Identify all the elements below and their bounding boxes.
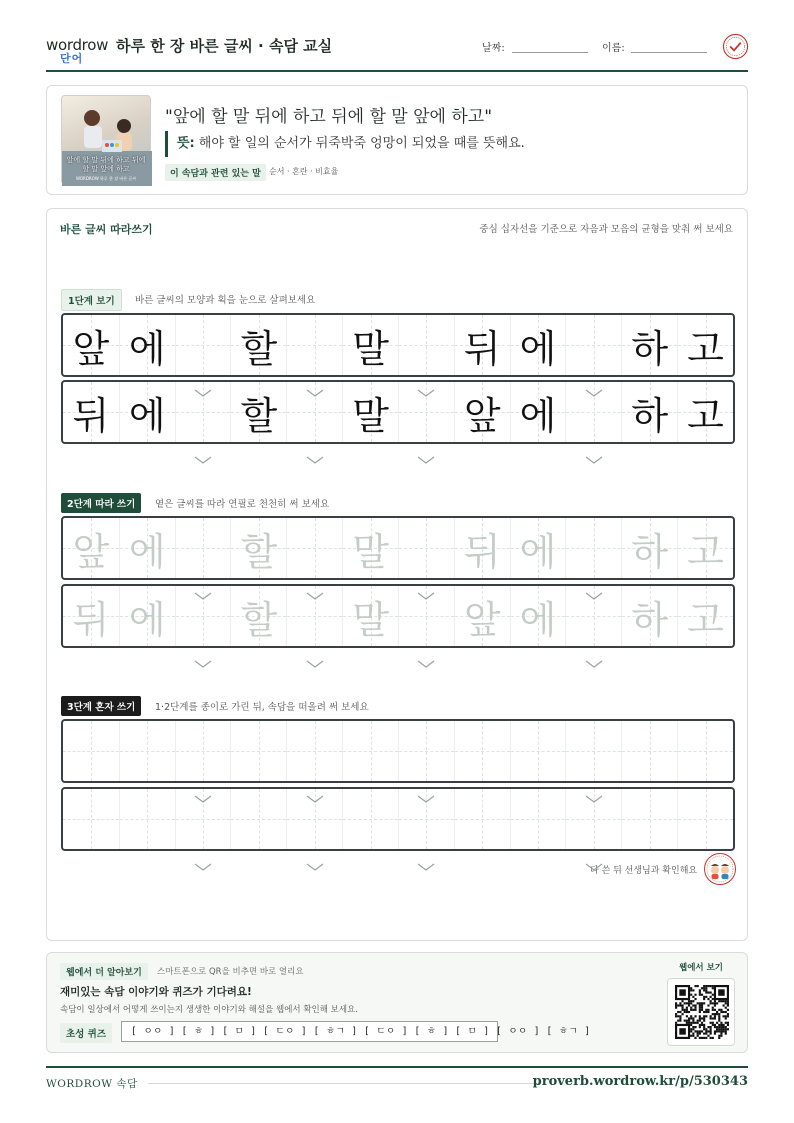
cell-char: 말 (352, 597, 389, 642)
space-cell[interactable] (565, 721, 621, 781)
cell-char: 에 (519, 326, 557, 371)
teacher-stamp-icon (703, 852, 737, 886)
space-mark-icon (585, 565, 603, 573)
writing-cell (342, 315, 398, 375)
cell-char: 뒤 (463, 326, 501, 371)
writing-cell (342, 382, 398, 442)
qr-code-icon (675, 985, 729, 1039)
writing-cell[interactable] (342, 518, 398, 578)
writing-cell (63, 382, 119, 442)
footer-brand: WORDROW 속담 (46, 1078, 138, 1090)
space-mark-icon (417, 836, 435, 844)
space-mark-icon (306, 633, 324, 641)
space-cell[interactable] (175, 518, 231, 578)
cell-char: 말 (352, 393, 389, 438)
step2-row-2[interactable] (61, 584, 735, 648)
space-cell (565, 315, 621, 375)
space-cell (175, 315, 231, 375)
writing-cell (621, 382, 677, 442)
footer-url[interactable]: proverb.wordrow.kr/p/530343 (532, 1074, 748, 1089)
qr-label: 웹에서 보기 (679, 963, 724, 973)
writing-cell[interactable] (342, 789, 398, 849)
name-label: 이름: (602, 43, 625, 54)
writing-cell (230, 382, 286, 442)
date-field[interactable] (512, 52, 588, 53)
space-cell[interactable] (286, 518, 342, 578)
cell-char: 에 (128, 529, 166, 574)
practice-section (46, 208, 748, 941)
practice-title: 바른 글씨 따라쓰기 (60, 223, 153, 236)
step1-row-1 (61, 313, 735, 377)
page-header (46, 30, 748, 72)
cell-char: 고 (687, 393, 724, 438)
cell-char: 하 (631, 393, 669, 438)
writing-cell (230, 315, 286, 375)
proverb-text: "앞에 할 말 뒤에 하고 뒤에 할 말 앞에 하고" (165, 107, 493, 127)
cell-char: 에 (128, 326, 166, 371)
illustration-credit: WORDROW 하루 한 장 바른 글씨 (75, 176, 137, 181)
writing-cell[interactable] (63, 586, 119, 646)
step3-row-2[interactable] (61, 787, 735, 851)
cell-char: 고 (687, 529, 724, 574)
writing-cell[interactable] (677, 586, 733, 646)
qr-code[interactable] (667, 978, 735, 1046)
writing-cell[interactable] (342, 586, 398, 646)
step3-row-1[interactable] (61, 719, 735, 783)
space-mark-icon (194, 768, 212, 776)
name-field[interactable] (631, 52, 707, 53)
meaning-text: 해야 할 일의 순서가 뒤죽박죽 엉망이 되었을 때를 뜻해요. (198, 136, 525, 151)
proverb-card (46, 85, 748, 195)
cell-char: 뒤 (72, 597, 110, 642)
date-label: 날짜: (482, 43, 505, 54)
quiz-label: 초성 퀴즈 (60, 1023, 112, 1043)
space-cell (398, 315, 454, 375)
writing-cell (621, 315, 677, 375)
cell-char: 할 (240, 326, 278, 371)
writing-cell (119, 382, 175, 442)
writing-cell (677, 315, 733, 375)
space-mark-icon (585, 633, 603, 641)
writing-cell[interactable] (621, 518, 677, 578)
space-cell[interactable] (565, 518, 621, 578)
writing-cell[interactable] (119, 586, 175, 646)
cell-char: 하 (631, 326, 669, 371)
related-words: 순서 · 혼란 · 비효율 (269, 167, 339, 176)
space-mark-icon (306, 768, 324, 776)
related-words-badge: 이 속담과 관련 있는 말 (165, 164, 266, 181)
step1-desc: 바른 글씨의 모양과 획을 눈으로 살펴보세요 (135, 295, 316, 306)
writing-cell[interactable] (454, 518, 510, 578)
writing-cell[interactable] (677, 789, 733, 849)
writing-cell[interactable] (230, 586, 286, 646)
web-more-badge: 웹에서 더 알아보기 (60, 963, 148, 980)
cell-char: 말 (352, 529, 389, 574)
cell-char: 앞 (72, 326, 110, 371)
web-info-box (46, 952, 748, 1053)
proverb-illustration (61, 95, 151, 185)
space-mark-icon (306, 565, 324, 573)
space-mark-icon (585, 429, 603, 437)
step2-row-1[interactable] (61, 516, 735, 580)
cell-char: 에 (128, 393, 166, 438)
writing-cell[interactable] (621, 586, 677, 646)
space-cell[interactable] (286, 721, 342, 781)
writing-cell[interactable] (119, 721, 175, 781)
writing-cell[interactable] (454, 586, 510, 646)
meaning-label: 뜻: (177, 136, 195, 151)
space-cell[interactable] (398, 721, 454, 781)
teacher-confirm-text: 다 쓴 뒤 선생님과 확인해요 (590, 866, 698, 876)
cell-char: 에 (519, 529, 557, 574)
cell-char: 뒤 (72, 393, 110, 438)
writing-cell[interactable] (510, 518, 566, 578)
cell-char: 에 (128, 597, 166, 642)
step3-label: 3단계 혼자 쓰기 (61, 696, 141, 716)
space-mark-icon (417, 768, 435, 776)
footer-rule (148, 1083, 538, 1084)
logo-subtext: 단어 (60, 52, 84, 65)
writing-cell[interactable] (510, 789, 566, 849)
cell-char: 에 (519, 597, 557, 642)
cell-char: 하 (631, 597, 669, 642)
writing-cell (454, 315, 510, 375)
writing-cell[interactable] (63, 789, 119, 849)
writing-cell[interactable] (621, 789, 677, 849)
cell-char: 에 (519, 393, 557, 438)
illustration-caption: 앞에 할 말 뒤에 하고 뒤에 할 말 앞에 하고 (66, 156, 146, 173)
writing-cell[interactable] (230, 789, 286, 849)
writing-cell (510, 382, 566, 442)
qr-hint: 스마트폰으로 QR을 비추면 바로 열리요 (157, 967, 304, 977)
writing-cell (510, 315, 566, 375)
writing-cell (677, 382, 733, 442)
writing-cell[interactable] (454, 789, 510, 849)
web-desc: 속담이 일상에서 어떻게 쓰이는지 생생한 이야기와 해설을 웹에서 확인해 보세요. (60, 1005, 358, 1015)
cell-char: 말 (352, 326, 389, 371)
cell-char: 앞 (72, 529, 110, 574)
writing-cell (119, 315, 175, 375)
space-mark-icon (585, 768, 603, 776)
page-title: 하루 한 장 바른 글씨 · 속담 교실 (116, 37, 333, 55)
cell-char: 뒤 (463, 529, 501, 574)
writing-cell[interactable] (510, 721, 566, 781)
writing-cell[interactable] (230, 518, 286, 578)
space-mark-icon (417, 429, 435, 437)
wordrow-logo: wordrow (46, 36, 109, 54)
step2-label: 2단계 따라 쓰기 (61, 493, 141, 513)
cell-char: 고 (687, 326, 724, 371)
writing-cell[interactable] (621, 721, 677, 781)
writing-cell[interactable] (63, 518, 119, 578)
space-mark-icon (417, 633, 435, 641)
cell-char: 할 (240, 529, 278, 574)
space-mark-icon (194, 429, 212, 437)
writing-cell[interactable] (677, 721, 733, 781)
proverb-meaning (165, 131, 525, 157)
writing-cell[interactable] (230, 721, 286, 781)
check-stamp-icon (722, 33, 749, 60)
space-cell[interactable] (398, 518, 454, 578)
space-mark-icon (306, 429, 324, 437)
space-mark-icon (194, 633, 212, 641)
writing-cell[interactable] (119, 789, 175, 849)
chosung-quiz: [ ㅇㅇ ] [ ㅎ ] [ ㅁ ] [ ㄷㅇ ] [ ㅎㄱ ] [ ㄷㅇ ] [ ㅎ ] [ ㅁ ] [ ㅇㅇ ] [ ㅎㄱ ] (121, 1021, 498, 1042)
step2-desc: 옅은 글씨를 따라 연필로 천천히 써 보세요 (155, 499, 330, 510)
footer-divider (46, 1066, 748, 1068)
web-title: 재미있는 속담 이야기와 퀴즈가 기다려요! (60, 986, 252, 998)
step1-label: 1단계 보기 (61, 289, 122, 311)
writing-cell[interactable] (454, 721, 510, 781)
cell-char: 하 (631, 529, 669, 574)
writing-cell[interactable] (63, 721, 119, 781)
space-mark-icon (306, 836, 324, 844)
space-mark-icon (194, 565, 212, 573)
cell-char: 고 (687, 597, 724, 642)
writing-cell[interactable] (677, 518, 733, 578)
practice-hint: 중심 십자선을 기준으로 자음과 모음의 균형을 맞춰 써 보세요 (479, 224, 733, 235)
cell-char: 앞 (463, 393, 501, 438)
writing-cell[interactable] (342, 721, 398, 781)
space-mark-icon (194, 362, 212, 370)
space-mark-icon (417, 362, 435, 370)
cell-char: 앞 (463, 597, 501, 642)
step3-desc: 1·2단계를 종이로 가린 뒤, 속담을 떠올려 써 보세요 (155, 702, 369, 713)
writing-cell (63, 315, 119, 375)
step1-row-2 (61, 380, 735, 444)
space-mark-icon (194, 836, 212, 844)
space-mark-icon (306, 362, 324, 370)
space-mark-icon (585, 836, 603, 844)
writing-cell[interactable] (510, 586, 566, 646)
writing-cell[interactable] (119, 518, 175, 578)
space-cell[interactable] (175, 721, 231, 781)
writing-cell (454, 382, 510, 442)
space-cell (286, 315, 342, 375)
cell-char: 할 (240, 393, 278, 438)
space-mark-icon (585, 362, 603, 370)
space-mark-icon (417, 565, 435, 573)
cell-char: 할 (240, 597, 278, 642)
